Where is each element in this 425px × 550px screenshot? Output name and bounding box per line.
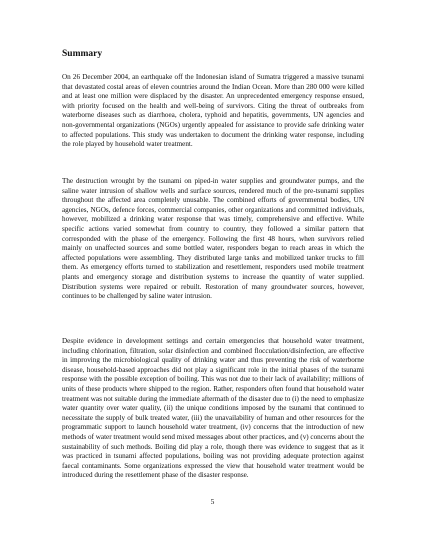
paragraph-2: The destruction wrought by the tsunami on piped-in water supplies and groundwater pumps, and the saline water intrusion of shallow wells and surface sources, rendered much of the pre-tsunami supplies throughout the affected area completely unusable. The combined efforts of governmental bodies, UN agencies, NGOs, defence forces, commercial companies, other organizations and committed individuals, however, mobilized a drinking water response that was timely, comprehensive and effective. While specific actions varied somewhat from country to country, they followed a similar pattern that corresponded with the phase of the emergency. Following the first 48 hours, when survivors relied mainly on unaffected sources and some bottled water, responders began to reach areas in which the affected populations were assembling. They distributed large tanks and mobilized tanker trucks to fill them. As emergency efforts turned to stabilization and resettlement, responders used mobile treatment plants and emergency storage and distribution systems to increase the quantity of water supplied. Distribution systems were repaired or rebuilt. Restoration of many groundwater sources, however, continues to be challenged by saline water intrusion. — [62, 177, 364, 301]
section-heading: Summary — [62, 49, 103, 59]
page-number: 5 — [210, 497, 215, 506]
paragraph-1: On 26 December 2004, an earthquake off the Indonesian island of Sumatra triggered a massive tsunami that devastated costal areas of eleven countries around the Indian Ocean. More than 280 000 were killed and at least one million were displaced by the disaster. An unprecedented emergency response ensued, with priority focused on the health and well-being of survivors. Citing the threat of outbreaks from waterborne diseases such as diarrhoea, cholera, typhoid and hepatitis, governments, UN agencies and non-governmental organizations (NGOs) urgently appealed for assistance to provide safe drinking water to affected populations. This study was undertaken to document the drinking water response, including the role played by household water treatment. — [62, 73, 364, 149]
paragraph-3: Despite evidence in development settings and certain emergencies that household water treatment, including chlorination, filtration, solar disinfection and combined flocculation/disinfection, are effective in improving the microbiological quality of drinking water and thus preventing the risk of waterborne disease, household-based approaches did not play a significant role in the initial phases of the tsunami response with the possible exception of boiling. This was not due to their lack of availability; millions of units of these products where shipped to the region. Rather, responders often found that household water treatment was not suitable during the immediate aftermath of the disaster due to (i) the need to emphasize water quantity over water quality, (ii) the unique conditions imposed by the tsunami that continued to necessitate the supply of bulk treated water, (iii) the unavailability of human and other resources for the programmatic support to launch household water treatment, (iv) concerns that the introduction of new methods of water treatment would send mixed messages about other practices, and (v) concerns about the sustainability of such methods. Boiling did play a role, though there was evidence to suggest that as it was practiced in tsunami affected populations, boiling was not providing adequate protection against faecal contaminants. Some organizations expressed the view that household water treatment would be introduced during the resettlement phase of the disaster response. — [62, 337, 364, 480]
